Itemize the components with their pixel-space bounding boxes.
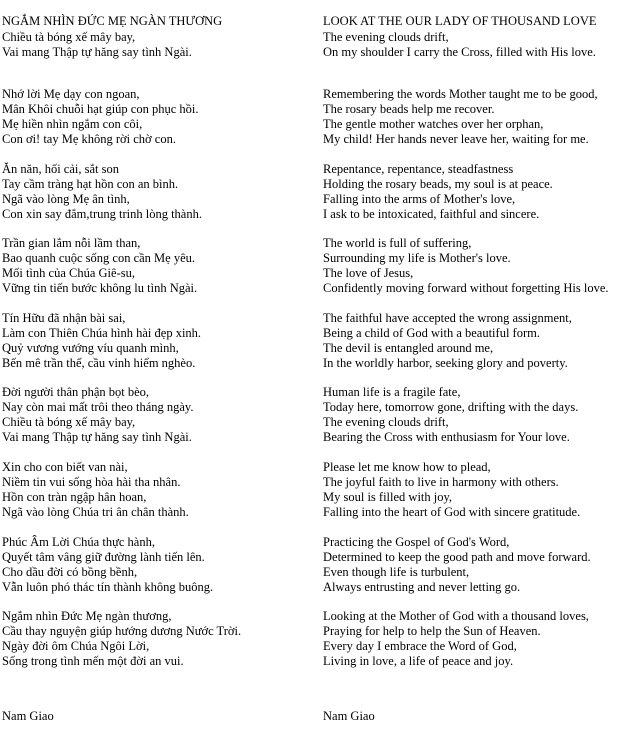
poem-line: Every day I embrace the Word of God,	[323, 639, 517, 654]
poem-line: Human life is a fragile fate,	[323, 385, 461, 400]
vietnamese-poem	[2, 12, 312, 684]
poem-line: Even though life is turbulent,	[323, 564, 470, 579]
poem-line: Living in love, a life of peace and joy.	[323, 654, 514, 669]
poem-line: Tay cầm tràng hạt hồn con an bình.	[2, 176, 179, 191]
poem-line: Đời người thân phận bọt bèo,	[2, 385, 150, 400]
stanza	[323, 460, 623, 520]
poem-line: My child! Her hands never leave her, waiting for me.	[323, 132, 589, 146]
poem-line: Cho dầu đời có bồng bềnh,	[2, 564, 138, 579]
poem-line: The faithful have accepted the wrong assignment,	[323, 310, 572, 325]
poem-line: Con ơi! tay Mẹ không rời chờ con.	[2, 132, 176, 146]
poem-line: Confidently moving forward without forgetting His love.	[323, 281, 609, 296]
poem-line: Vai mang Thập tự hăng say tình Ngài.	[2, 430, 192, 445]
poem-line: I ask to be intoxicated, faithful and sincere.	[323, 206, 540, 221]
poem-line: The evening clouds drift,	[323, 30, 449, 44]
poem-line: Vai mang Thập tự hăng say tình Ngài.	[2, 45, 192, 59]
english-poem	[323, 12, 623, 684]
poem-line: Trần gian lắm nỗi lầm than,	[2, 236, 141, 251]
poem-line: Please let me know how to plead,	[323, 459, 491, 474]
poem-line: Ngắm nhìn Đức Mẹ ngàn thương,	[2, 609, 172, 624]
poem-line: The love of Jesus,	[323, 266, 414, 281]
poem-line: Repentance, repentance, steadfastness	[323, 161, 514, 176]
stanza	[323, 30, 623, 60]
poem-line: Always entrusting and never letting go.	[323, 579, 521, 594]
poem-line: Nhớ lời Mẹ dạy con ngoan,	[2, 87, 140, 101]
english-author: Nam Giao	[323, 709, 375, 723]
poem-line: Being a child of God with a beautiful form.	[323, 325, 540, 340]
poem-line: The evening clouds drift,	[323, 415, 449, 430]
english-title: LOOK AT THE OUR LADY OF THOUSAND LOVE	[323, 14, 597, 28]
stanza	[323, 236, 623, 296]
poem-line: Quyết tâm vâng giữ đường lành tiến lên.	[2, 549, 205, 564]
poem-line: Falling into the heart of God with sincere gratitude.	[323, 504, 581, 519]
poem-line: Cầu thay nguyện giúp hướng dương Nước Trời.	[2, 624, 242, 639]
poem-line: Looking at the Mother of God with a thousand loves,	[323, 609, 589, 624]
poem-line: Today here, tomorrow gone, drifting with the days.	[323, 400, 579, 415]
stanza	[2, 87, 312, 147]
poem-line: Bearing the Cross with enthusiasm for Your love.	[323, 430, 570, 445]
poem-line: Ăn năn, hối cải, sắt son	[2, 161, 119, 176]
stanza	[323, 311, 623, 371]
stanza	[323, 535, 623, 595]
poem-line: Mân Khôi chuỗi hạt giúp con phục hồi.	[2, 102, 199, 116]
poem-line: Con xin say đắm,trung trinh lòng thành.	[2, 206, 202, 221]
poem-line: Determined to keep the good path and move forward.	[323, 549, 591, 564]
vietnamese-author: Nam Giao	[2, 709, 54, 723]
poem-line: Ngày đời ôm Chúa Ngôi Lời,	[2, 639, 150, 654]
stanza	[323, 162, 623, 222]
stanza	[2, 162, 312, 222]
poem-line: In the worldly harbor, seeking glory and poverty.	[323, 355, 568, 370]
poem-line: The gentle mother watches over her orphan,	[323, 117, 544, 131]
poem-line: Bao quanh cuộc sống con cần Mẹ yêu.	[2, 251, 195, 266]
poem-line: Surrounding my life is Mother's love.	[323, 251, 511, 266]
poem-line: Vững tin tiến bước không lu tình Ngài.	[2, 281, 198, 296]
poem-line: Holding the rosary beads, my soul is at peace.	[323, 176, 553, 191]
poem-line: The joyful faith to live in harmony with others.	[323, 474, 559, 489]
stanza	[2, 236, 312, 296]
stanza	[2, 311, 312, 371]
poem-line: Tín Hữu đã nhận bài sai,	[2, 310, 126, 325]
poem-line: The rosary beads help me recover.	[323, 102, 495, 116]
poem-line: Remembering the words Mother taught me to be good,	[323, 87, 598, 101]
poem-line: Praying for help to help the Sun of Heaven.	[323, 624, 541, 639]
poem-line: Chiều tà bóng xế mây bay,	[2, 415, 136, 430]
poem-line: Ngã vào lòng Mẹ ân tình,	[2, 191, 130, 206]
stanza	[323, 385, 623, 445]
stanza	[2, 30, 312, 60]
poem-line: Niềm tin vui sống hòa hài tha nhân.	[2, 474, 181, 489]
poem-line: Quỷ vương vướng víu quanh mình,	[2, 340, 179, 355]
poem-line: On my shoulder I carry the Cross, filled with His love.	[323, 45, 596, 59]
stanza	[2, 535, 312, 595]
stanza	[2, 385, 312, 445]
poem-line: Sống trong tình mến một đời an vui.	[2, 654, 184, 669]
poem-line: Chiều tà bóng xế mây bay,	[2, 30, 136, 44]
poem-line: Làm con Thiên Chúa hình hài đẹp xinh.	[2, 325, 202, 340]
poem-line: Hồn con tràn ngập hân hoan,	[2, 489, 147, 504]
poem-line: The world is full of suffering,	[323, 236, 472, 251]
stanza	[323, 87, 623, 147]
poem-line: Falling into the arms of Mother's love,	[323, 191, 516, 206]
poem-line: Xin cho con biết van nài,	[2, 459, 128, 474]
poem-line: Mẹ hiền nhìn ngắm con côi,	[2, 117, 143, 131]
poem-line: My soul is filled with joy,	[323, 489, 453, 504]
poem-line: Practicing the Gospel of God's Word,	[323, 534, 510, 549]
stanza	[2, 609, 312, 669]
poem-line: The devil is entangled around me,	[323, 340, 494, 355]
vietnamese-title: NGẮM NHÌN ĐỨC MẸ NGÀN THƯƠNG	[2, 14, 223, 28]
poem-line: Phúc Âm Lời Chúa thực hành,	[2, 534, 155, 549]
stanza	[323, 609, 623, 669]
vietnamese-stanzas	[2, 30, 312, 669]
poem-line: Bến mê trần thế, cầu vinh hiểm nghèo.	[2, 355, 196, 370]
poem-line: Nay còn mai mất trôi theo tháng ngày.	[2, 400, 194, 415]
stanza	[2, 460, 312, 520]
poem-line: Vẫn luôn phó thác tín thành không buông.	[2, 579, 214, 594]
english-stanzas	[323, 30, 623, 669]
poem-line: Ngã vào lòng Chúa tri ân chân thành.	[2, 504, 189, 519]
poem-line: Mối tình của Chúa Giê-su,	[2, 266, 135, 281]
